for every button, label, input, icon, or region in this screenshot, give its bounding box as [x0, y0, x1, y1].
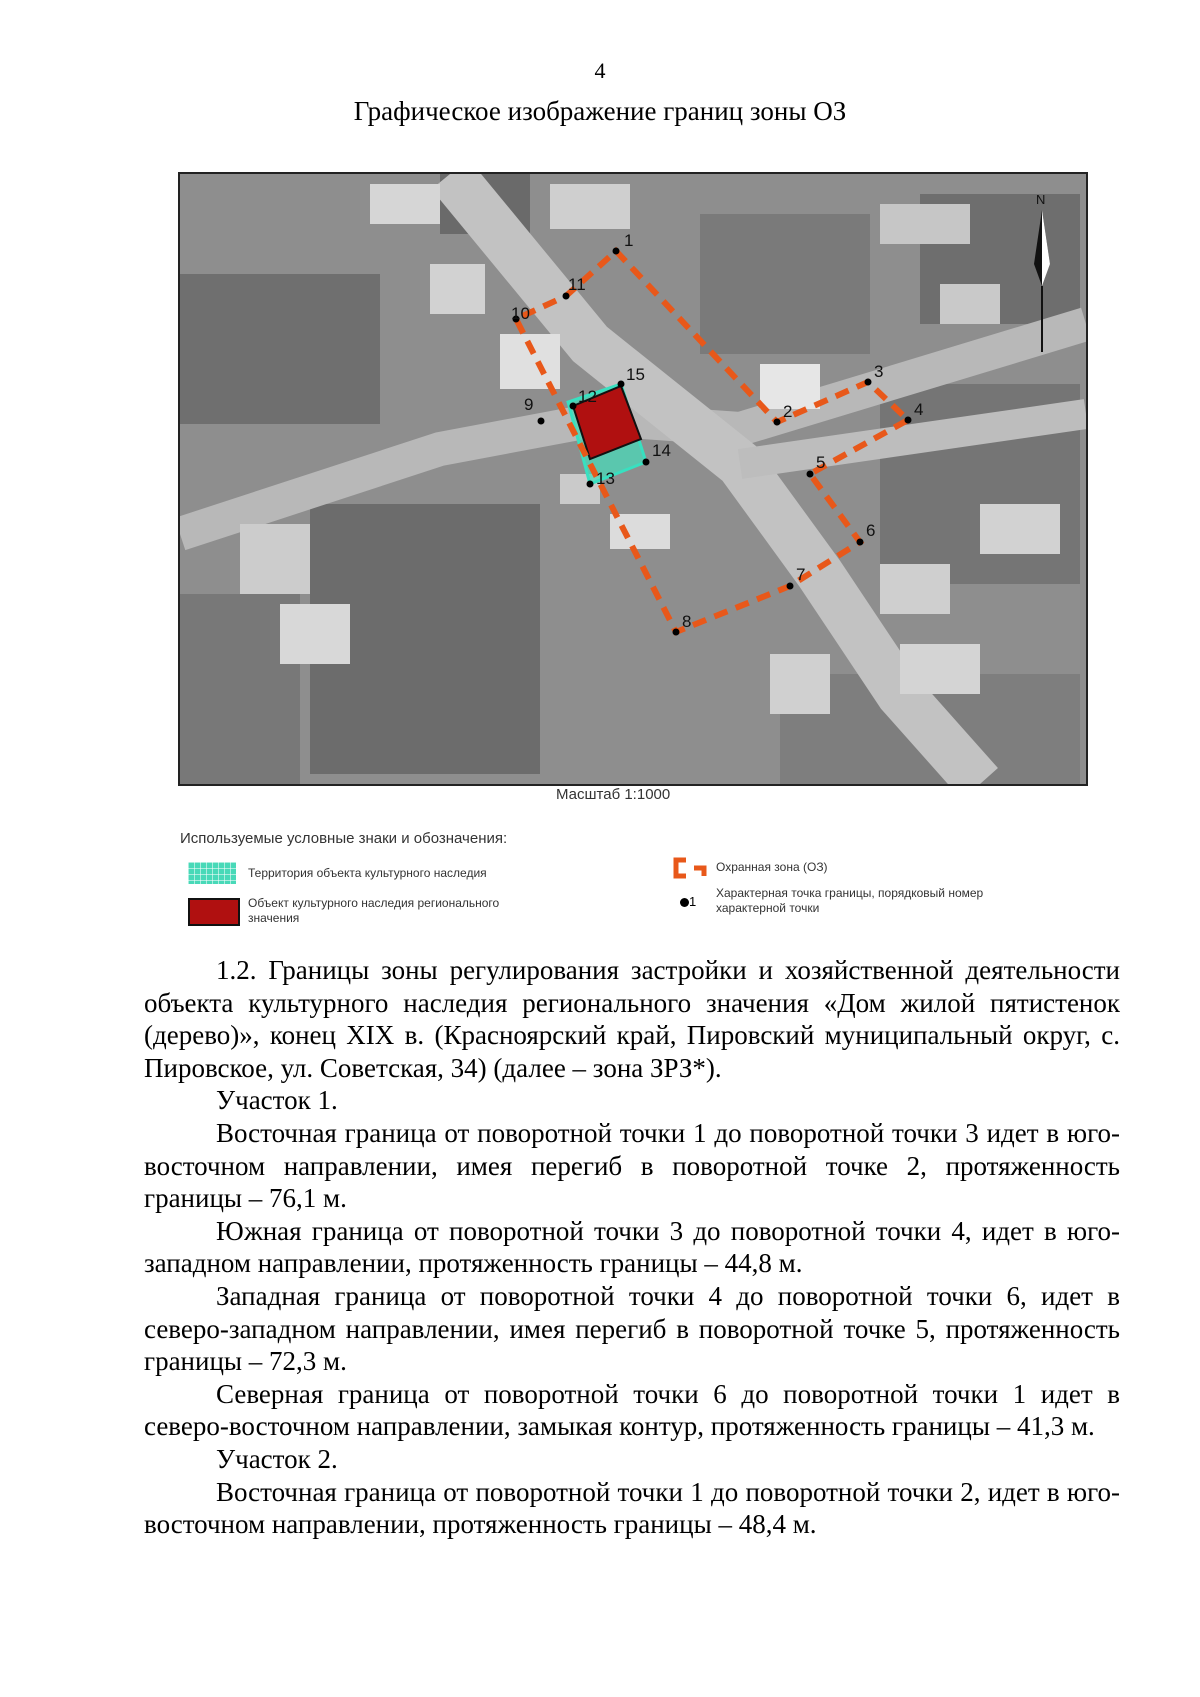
- legend-point-label-2: характерной точки: [716, 901, 820, 915]
- legend-oz-icon: [672, 856, 708, 880]
- paragraph-section-2: Участок 2.: [216, 1443, 338, 1474]
- map-label-6: 6: [866, 521, 876, 540]
- legend-object-label-1: Объект культурного наследия регионального: [248, 896, 500, 910]
- map-label-11: 11: [568, 275, 586, 294]
- map-scale-label: Масштаб 1:1000: [556, 786, 671, 803]
- map-point-12: [570, 403, 577, 410]
- paragraph-west-border: Западная граница от поворотной точки 4 до поворотной точки 6, идет в северо-западном направлении, имея перегиб в поворотной точке 5, протяженность границы – 72,3 м.: [144, 1280, 1120, 1377]
- map-point-4: [905, 417, 912, 424]
- map-point-1: [613, 248, 620, 255]
- map-label-8: 8: [682, 612, 692, 631]
- map-label-9: 9: [524, 395, 534, 414]
- map-label-13: 13: [596, 469, 615, 488]
- map-point-13: [587, 481, 594, 488]
- paragraph-section-2-east-border: Восточная граница от поворотной точки 1 до поворотной точки 2, идет в юго-восточном направлении, протяженность границы – 48,4 м.: [144, 1476, 1120, 1540]
- zone-map: [178, 172, 1088, 786]
- legend-point-number: 1: [689, 894, 697, 909]
- map-label-4: 4: [914, 400, 924, 419]
- legend-point-label-1: Характерная точка границы, порядковый номер: [716, 886, 984, 900]
- document-body: [144, 954, 1120, 1541]
- paragraph-south-border: Южная граница от поворотной точки 3 до поворотной точки 4, идет в юго-западном направлении, протяженность границы – 44,8 м.: [144, 1215, 1120, 1279]
- map-label-5: 5: [816, 453, 826, 472]
- map-point-3: [865, 379, 872, 386]
- map-label-14: 14: [652, 441, 671, 460]
- map-point-2: [774, 419, 781, 426]
- map-point-9b: [538, 418, 545, 425]
- paragraph-section-1: Участок 1.: [216, 1085, 338, 1116]
- map-label-10: 10: [511, 304, 530, 323]
- legend-object-label-2: значения: [248, 911, 300, 925]
- legend-object-swatch: [188, 898, 240, 926]
- map-label-15: 15: [626, 365, 645, 384]
- map-label-7: 7: [796, 565, 806, 584]
- paragraph-east-border: Восточная граница от поворотной точки 1 до поворотной точки 3 идет в юго-восточном направлении, имея перегиб в поворотной точке 2, протяженность границы – 76,1 м.: [144, 1117, 1120, 1214]
- map-label-2: 2: [783, 402, 793, 421]
- paragraph-zone-description: 1.2. Границы зоны регулирования застройки и хозяйственной деятельности объекта культурного наследия регионального значения «Дом жилой пятистенок (дерево)», конец XIX в. (Красноярский край, Пировский муниципальный округ, с. Пировское, ул. Советская, 34) (далее – зона ЗРЗ*).: [144, 955, 1120, 1083]
- map-label-12: 12: [578, 387, 597, 406]
- map-point-15: [618, 381, 625, 388]
- map-point-7: [787, 583, 794, 590]
- map-label-3: 3: [874, 362, 884, 381]
- map-point-5: [807, 471, 814, 478]
- legend-point-icon: [680, 894, 696, 909]
- legend-title: Используемые условные знаки и обозначения:: [180, 830, 508, 847]
- legend-territory-label: Территория объекта культурного наследия: [248, 866, 487, 880]
- map-point-8: [673, 629, 680, 636]
- map-point-14: [643, 459, 650, 466]
- legend-territory-swatch: [188, 862, 236, 884]
- map-point-6: [857, 539, 864, 546]
- page-number: 4: [594, 58, 606, 83]
- north-label: N: [1036, 192, 1046, 207]
- page-title: Графическое изображение границ зоны ОЗ: [353, 96, 847, 126]
- map-label-1: 1: [624, 231, 634, 250]
- paragraph-north-border: Северная граница от поворотной точки 6 до поворотной точки 1 идет в северо-восточном направлении, замыкая контур, протяженность границы – 41,3 м.: [144, 1378, 1120, 1442]
- legend-oz-label: Охранная зона (ОЗ): [716, 860, 828, 874]
